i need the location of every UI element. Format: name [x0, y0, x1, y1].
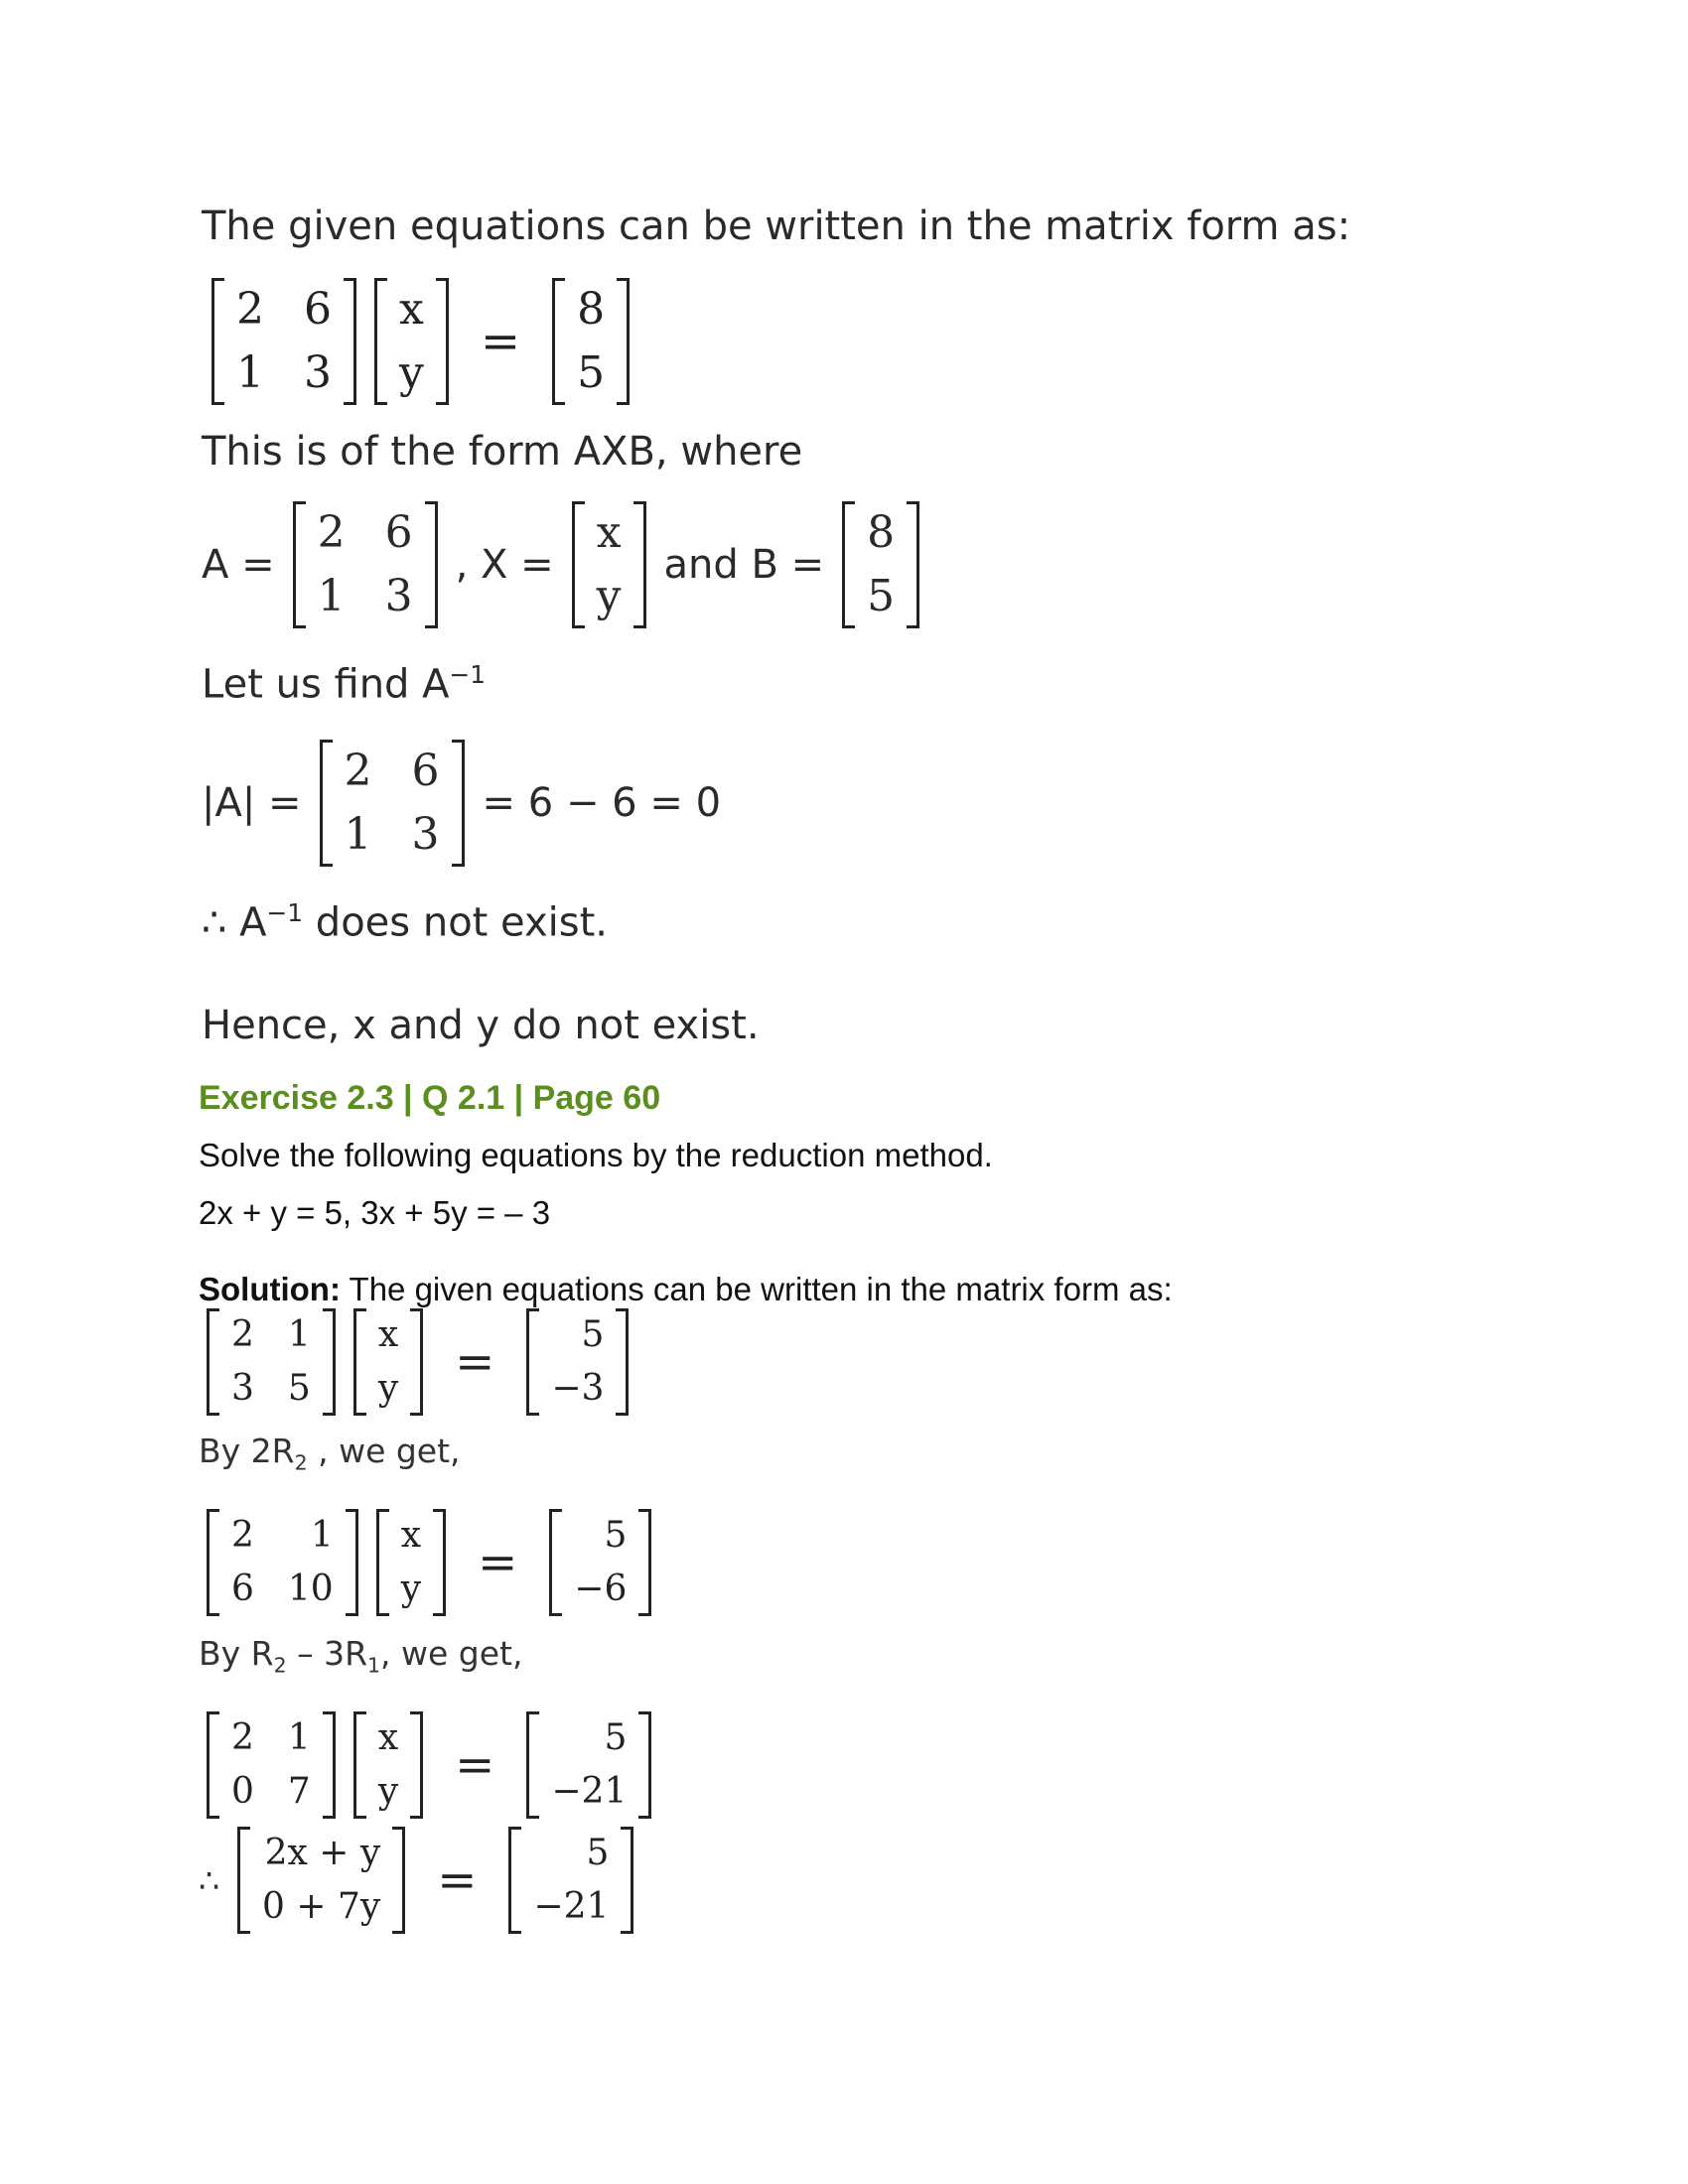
matrix-cell: 1	[287, 1314, 311, 1355]
bracket-right	[433, 1509, 446, 1616]
form-line: This is of the form AXB, where	[202, 429, 803, 475]
matrix-cell: 2	[344, 746, 372, 796]
matrix-cell: −21	[533, 1886, 610, 1927]
matrix-cells	[366, 1308, 410, 1416]
matrix-a	[211, 278, 356, 405]
step1-sub: 2	[294, 1450, 308, 1475]
determinant-line	[202, 740, 721, 867]
matrix-cell: 1	[317, 571, 346, 621]
bracket-right	[323, 1711, 336, 1819]
therefore-superscript: −1	[266, 898, 304, 927]
matrix-cell: 2x + y	[264, 1833, 381, 1873]
matrix-cell: x	[400, 1515, 422, 1556]
bracket-right	[410, 1308, 423, 1416]
solution-label: Solution:	[199, 1271, 341, 1307]
bracket-left	[508, 1827, 521, 1934]
matrix-cell: 2	[231, 1515, 254, 1556]
matrix-coeff-1	[207, 1308, 336, 1416]
bracket-left	[526, 1711, 539, 1819]
matrix-cells	[224, 278, 344, 405]
matrix-cells	[562, 1509, 638, 1616]
matrix-cells	[539, 1308, 616, 1416]
therefore-line	[202, 898, 608, 945]
matrix-cell: 2	[231, 1314, 254, 1355]
matrix-cell: 6	[231, 1569, 254, 1609]
solution-line	[199, 1271, 1173, 1308]
matrix-cell: 7	[287, 1771, 311, 1812]
matrix-coeff-2	[207, 1509, 358, 1616]
bracket-left	[353, 1711, 366, 1819]
matrix-coeff-3	[207, 1711, 336, 1819]
matrix-cells	[219, 1509, 346, 1616]
matrix-var-3	[353, 1711, 423, 1819]
matrix-cells	[250, 1827, 392, 1934]
x-label: , X =	[455, 542, 554, 588]
bracket-right	[346, 1509, 358, 1616]
bracket-right	[617, 278, 630, 405]
a-label: A =	[202, 542, 275, 588]
b-label: and B =	[663, 542, 825, 588]
matrix-cells	[521, 1827, 621, 1934]
bracket-left	[353, 1308, 366, 1416]
matrix-const-3	[526, 1711, 651, 1819]
bracket-right	[638, 1711, 651, 1819]
matrix-cells	[219, 1711, 323, 1819]
bracket-left	[376, 1509, 389, 1616]
matrix-equation-5	[199, 1827, 633, 1934]
matrix-cell: 1	[236, 347, 264, 398]
step2-post: , we get,	[380, 1634, 523, 1673]
matrix-x	[374, 278, 449, 405]
bracket-left	[842, 501, 855, 628]
matrix-cell: 1	[344, 809, 372, 860]
step1-post: , we get,	[307, 1432, 461, 1470]
matrix-const-4	[508, 1827, 633, 1934]
equations-text: 2x + y = 5, 3x + 5y = – 3	[199, 1194, 551, 1231]
therefore-symbol-2: ∴	[199, 1860, 219, 1900]
find-inverse-line	[202, 660, 486, 707]
bracket-left	[293, 501, 306, 628]
matrix-cell: 3	[411, 809, 440, 860]
matrix-cell: 5	[581, 1314, 605, 1355]
matrix-cell: x	[596, 507, 622, 558]
bracket-right	[452, 740, 465, 867]
matrix-cell: y	[377, 1368, 399, 1409]
equals-sign-5: =	[437, 1852, 478, 1908]
step1-pre: By 2R	[199, 1432, 295, 1470]
question-text: Solve the following equations by the reduction method.	[199, 1137, 993, 1173]
matrix-cells	[389, 1509, 433, 1616]
bracket-left	[207, 1308, 219, 1416]
matrix-cells	[366, 1711, 410, 1819]
matrix-cells	[387, 278, 436, 405]
matrix-cell: −6	[574, 1569, 628, 1609]
bracket-left	[549, 1509, 562, 1616]
definitions-line	[202, 501, 919, 628]
matrix-cell: −3	[551, 1368, 605, 1409]
equals-sign-4: =	[455, 1737, 495, 1793]
matrix-cell: y	[596, 571, 622, 621]
matrix-cells	[539, 1711, 638, 1819]
matrix-cells	[333, 740, 452, 867]
matrix-cell: 3	[384, 571, 413, 621]
bracket-left	[552, 278, 565, 405]
matrix-cell: 3	[304, 347, 332, 398]
bracket-right	[323, 1308, 336, 1416]
matrix-b-def	[842, 501, 919, 628]
det-label: |A| =	[202, 780, 302, 826]
step2-mid: – 3R	[286, 1634, 368, 1673]
equals-sign-3: =	[478, 1535, 518, 1590]
matrix-cell: 5	[604, 1717, 628, 1758]
bracket-left	[237, 1827, 250, 1934]
exercise-heading: Exercise 2.3 | Q 2.1 | Page 60	[199, 1079, 661, 1117]
matrix-cell: 6	[304, 284, 332, 335]
bracket-right	[436, 278, 449, 405]
matrix-cell: x	[377, 1717, 399, 1758]
matrix-combined	[237, 1827, 405, 1934]
matrix-equation-1	[211, 278, 630, 405]
intro-text: The given equations can be written in the matrix form as:	[202, 204, 1351, 249]
step1-line	[199, 1432, 461, 1475]
matrix-cell: 5	[586, 1833, 610, 1873]
matrix-cell: 1	[310, 1515, 334, 1556]
bracket-right	[616, 1308, 629, 1416]
matrix-equation-4	[207, 1711, 651, 1819]
matrix-var-1	[353, 1308, 423, 1416]
step2-sub1: 2	[273, 1653, 287, 1678]
matrix-cell: 3	[231, 1368, 254, 1409]
matrix-cells	[306, 501, 425, 628]
bracket-left	[207, 1711, 219, 1819]
matrix-cell: 5	[577, 347, 606, 398]
matrix-cell: 2	[236, 284, 264, 335]
bracket-right	[638, 1509, 651, 1616]
bracket-left	[211, 278, 224, 405]
matrix-cell: x	[399, 284, 424, 335]
bracket-left	[572, 501, 585, 628]
matrix-cells	[585, 501, 633, 628]
bracket-left	[374, 278, 387, 405]
step2-line	[199, 1634, 522, 1678]
hence-line: Hence, x and y do not exist.	[202, 1003, 760, 1048]
matrix-cell: y	[377, 1771, 399, 1812]
matrix-cell: 8	[867, 507, 896, 558]
matrix-cell: 0 + 7y	[262, 1886, 381, 1927]
matrix-cell: 6	[411, 746, 440, 796]
matrix-equation-2	[207, 1308, 629, 1416]
matrix-cell: 8	[577, 284, 606, 335]
equals-sign-2: =	[455, 1334, 495, 1390]
det-result: = 6 − 6 = 0	[482, 780, 722, 826]
find-text: Let us find A	[202, 661, 450, 708]
matrix-const-2	[549, 1509, 651, 1616]
bracket-right	[392, 1827, 405, 1934]
matrix-cell: 10	[287, 1569, 334, 1609]
therefore-text: does not exist.	[303, 899, 608, 946]
bracket-right	[344, 278, 356, 405]
matrix-cell: y	[400, 1569, 422, 1609]
matrix-cell: y	[399, 347, 424, 398]
bracket-right	[633, 501, 646, 628]
matrix-cell: −21	[551, 1771, 628, 1812]
bracket-right	[907, 501, 919, 628]
matrix-cells	[855, 501, 907, 628]
bracket-left	[207, 1509, 219, 1616]
matrix-const-1	[526, 1308, 629, 1416]
matrix-cell: x	[377, 1314, 399, 1355]
equals-sign: =	[480, 314, 521, 369]
bracket-left	[526, 1308, 539, 1416]
matrix-var-2	[376, 1509, 446, 1616]
step2-pre: By R	[199, 1634, 274, 1673]
bracket-right	[410, 1711, 423, 1819]
matrix-cell: 5	[604, 1515, 628, 1556]
matrix-cells	[565, 278, 617, 405]
step2-sub2: 1	[367, 1653, 381, 1678]
matrix-x-def	[572, 501, 646, 628]
matrix-cell: 0	[231, 1771, 254, 1812]
matrix-cell: 2	[317, 507, 346, 558]
matrix-cell: 6	[384, 507, 413, 558]
therefore-symbol: ∴ A	[202, 899, 267, 946]
bracket-right	[425, 501, 438, 628]
matrix-cell: 5	[867, 571, 896, 621]
solution-text: The given equations can be written in the matrix form as:	[340, 1271, 1173, 1307]
matrix-cells	[219, 1308, 323, 1416]
matrix-cell: 2	[231, 1717, 254, 1758]
matrix-a-def	[293, 501, 438, 628]
find-superscript: −1	[449, 660, 487, 689]
matrix-cell: 5	[287, 1368, 311, 1409]
bracket-left	[320, 740, 333, 867]
matrix-cell: 1	[287, 1717, 311, 1758]
det-matrix	[320, 740, 465, 867]
matrix-equation-3	[207, 1509, 651, 1616]
bracket-right	[621, 1827, 633, 1934]
matrix-b	[552, 278, 630, 405]
